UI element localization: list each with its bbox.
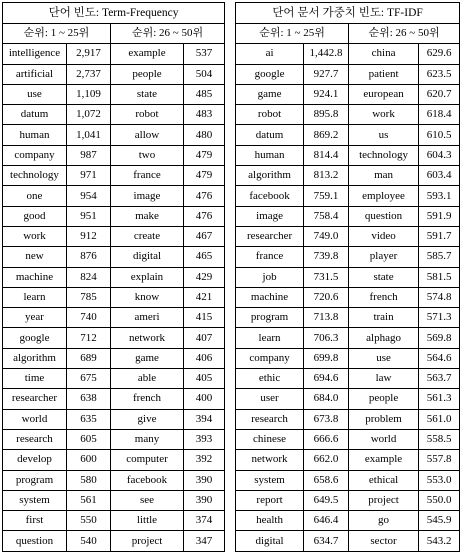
tf-term-cell: little	[111, 511, 184, 531]
tfidf-value-cell: 550.0	[419, 490, 460, 510]
tf-term-cell: new	[3, 247, 67, 267]
tfidf-left-header: 순위: 1 ~ 25위	[236, 24, 349, 44]
tfidf-value-cell: 720.6	[304, 287, 349, 307]
tfidf-term-cell: technology	[349, 145, 419, 165]
tf-term-cell: question	[3, 531, 67, 551]
tfidf-term-cell: france	[236, 247, 304, 267]
tfidf-term-cell: french	[349, 287, 419, 307]
tf-idf-title: 단어 문서 가중치 빈도: TF-IDF	[236, 3, 460, 24]
tfidf-value-cell: 758.4	[304, 206, 349, 226]
table-row	[3, 64, 225, 84]
tf-value-cell: 675	[67, 369, 111, 389]
table-row	[236, 409, 460, 429]
table-row	[236, 267, 460, 287]
tf-value-cell: 347	[184, 531, 225, 551]
tf-term-cell: example	[111, 44, 184, 64]
tf-term-cell: learn	[3, 287, 67, 307]
tf-term-cell: robot	[111, 105, 184, 125]
tf-value-cell: 561	[67, 490, 111, 510]
term-frequency-title: 단어 빈도: Term-Frequency	[3, 3, 225, 24]
tf-term-cell: explain	[111, 267, 184, 287]
tfidf-term-cell: problem	[349, 409, 419, 429]
tf-term-cell: work	[3, 226, 67, 246]
tfidf-value-cell: 553.0	[419, 470, 460, 490]
tf-term-cell: computer	[111, 450, 184, 470]
tf-term-cell: french	[111, 389, 184, 409]
table-row	[3, 206, 225, 226]
tf-value-cell: 987	[67, 145, 111, 165]
tf-value-cell: 407	[184, 328, 225, 348]
tfidf-value-cell: 694.6	[304, 369, 349, 389]
tf-term-cell: year	[3, 308, 67, 328]
table-row	[236, 389, 460, 409]
tf-term-cell: use	[3, 84, 67, 104]
tfidf-term-cell: company	[236, 348, 304, 368]
table-row	[3, 247, 225, 267]
tfidf-value-cell: 869.2	[304, 125, 349, 145]
tfidf-value-cell: 646.4	[304, 511, 349, 531]
tfidf-term-cell: patient	[349, 64, 419, 84]
tfidf-term-cell: china	[349, 44, 419, 64]
tf-term-cell: give	[111, 409, 184, 429]
tf-value-cell: 954	[67, 186, 111, 206]
tf-value-cell: 465	[184, 247, 225, 267]
table-row	[236, 226, 460, 246]
table-row	[236, 44, 460, 64]
table-row	[236, 206, 460, 226]
tfidf-value-cell: 585.7	[419, 247, 460, 267]
tf-value-cell: 2,917	[67, 44, 111, 64]
table-row	[3, 226, 225, 246]
tf-right-header: 순위: 26 ~ 50위	[111, 24, 225, 44]
tfidf-term-cell: researcher	[236, 226, 304, 246]
tfidf-term-cell: question	[349, 206, 419, 226]
tfidf-term-cell: human	[236, 145, 304, 165]
tfidf-term-cell: google	[236, 64, 304, 84]
tf-term-cell: first	[3, 511, 67, 531]
tfidf-term-cell: work	[349, 105, 419, 125]
table-row	[3, 166, 225, 186]
tf-value-cell: 540	[67, 531, 111, 551]
tfidf-term-cell: player	[349, 247, 419, 267]
table-row	[236, 64, 460, 84]
tf-term-cell: machine	[3, 267, 67, 287]
tfidf-value-cell: 623.5	[419, 64, 460, 84]
tf-term-cell: digital	[111, 247, 184, 267]
tf-value-cell: 2,737	[67, 64, 111, 84]
tfidf-value-cell: 581.5	[419, 267, 460, 287]
tf-term-cell: human	[3, 125, 67, 145]
tfidf-value-cell: 749.0	[304, 226, 349, 246]
table-row	[3, 145, 225, 165]
tfidf-term-cell: job	[236, 267, 304, 287]
tfidf-term-cell: ethical	[349, 470, 419, 490]
tfidf-value-cell: 620.7	[419, 84, 460, 104]
table-row	[3, 429, 225, 449]
tf-term-cell: company	[3, 145, 67, 165]
table-row	[236, 511, 460, 531]
tf-value-cell: 635	[67, 409, 111, 429]
tf-value-cell: 406	[184, 348, 225, 368]
tfidf-term-cell: program	[236, 308, 304, 328]
tf-value-cell: 400	[184, 389, 225, 409]
table-row	[236, 145, 460, 165]
tf-term-cell: program	[3, 470, 67, 490]
tfidf-value-cell: 814.4	[304, 145, 349, 165]
tfidf-term-cell: sector	[349, 531, 419, 551]
tfidf-value-cell: 895.8	[304, 105, 349, 125]
tf-value-cell: 740	[67, 308, 111, 328]
tf-term-cell: ameri	[111, 308, 184, 328]
tf-value-cell: 1,041	[67, 125, 111, 145]
tf-value-cell: 504	[184, 64, 225, 84]
tfidf-term-cell: learn	[236, 328, 304, 348]
tfidf-value-cell: 731.5	[304, 267, 349, 287]
table-row	[236, 308, 460, 328]
tfidf-term-cell: machine	[236, 287, 304, 307]
table-row	[3, 348, 225, 368]
tf-value-cell: 476	[184, 206, 225, 226]
tfidf-term-cell: alphago	[349, 328, 419, 348]
tfidf-term-cell: train	[349, 308, 419, 328]
tfidf-term-cell: law	[349, 369, 419, 389]
tf-term-cell: game	[111, 348, 184, 368]
table-row	[3, 308, 225, 328]
tf-value-cell: 712	[67, 328, 111, 348]
tfidf-value-cell: 924.1	[304, 84, 349, 104]
tf-term-cell: artificial	[3, 64, 67, 84]
tfidf-value-cell: 634.7	[304, 531, 349, 551]
tfidf-value-cell: 564.6	[419, 348, 460, 368]
tfidf-rows	[236, 44, 460, 551]
tf-term-cell: world	[3, 409, 67, 429]
tf-value-cell: 415	[184, 308, 225, 328]
table-row	[3, 105, 225, 125]
tfidf-value-cell: 591.7	[419, 226, 460, 246]
tfidf-value-cell: 713.8	[304, 308, 349, 328]
tfidf-value-cell: 569.8	[419, 328, 460, 348]
tfidf-term-cell: example	[349, 450, 419, 470]
tf-term-cell: state	[111, 84, 184, 104]
tf-value-cell: 483	[184, 105, 225, 125]
tfidf-value-cell: 571.3	[419, 308, 460, 328]
tf-value-cell: 824	[67, 267, 111, 287]
tfidf-term-cell: game	[236, 84, 304, 104]
tf-term-cell: know	[111, 287, 184, 307]
tfidf-value-cell: 629.6	[419, 44, 460, 64]
tfidf-term-cell: robot	[236, 105, 304, 125]
tf-value-cell: 393	[184, 429, 225, 449]
tf-term-cell: image	[111, 186, 184, 206]
tfidf-term-cell: system	[236, 470, 304, 490]
tfidf-term-cell: network	[236, 450, 304, 470]
tf-value-cell: 1,072	[67, 105, 111, 125]
table-row	[3, 84, 225, 104]
table-row	[236, 450, 460, 470]
table-row	[3, 186, 225, 206]
table-row	[3, 490, 225, 510]
table-row	[236, 369, 460, 389]
tf-term-cell: network	[111, 328, 184, 348]
tfidf-value-cell: 593.1	[419, 186, 460, 206]
table-row	[236, 328, 460, 348]
tfidf-term-cell: project	[349, 490, 419, 510]
table-row	[236, 531, 460, 551]
tfidf-value-cell: 561.3	[419, 389, 460, 409]
table-row	[236, 287, 460, 307]
tfidf-value-cell: 699.8	[304, 348, 349, 368]
table-row	[236, 429, 460, 449]
table-row	[236, 490, 460, 510]
tf-term-cell: make	[111, 206, 184, 226]
tfidf-value-cell: 666.6	[304, 429, 349, 449]
tf-term-cell: algorithm	[3, 348, 67, 368]
tf-value-cell: 394	[184, 409, 225, 429]
tfidf-term-cell: world	[349, 429, 419, 449]
table-row	[3, 409, 225, 429]
tfidf-value-cell: 658.6	[304, 470, 349, 490]
tfidf-term-cell: state	[349, 267, 419, 287]
tf-value-cell: 479	[184, 145, 225, 165]
tfidf-term-cell: european	[349, 84, 419, 104]
tf-value-cell: 476	[184, 186, 225, 206]
tfidf-value-cell: 561.0	[419, 409, 460, 429]
tfidf-term-cell: us	[349, 125, 419, 145]
tfidf-value-cell: 759.1	[304, 186, 349, 206]
tfidf-term-cell: man	[349, 166, 419, 186]
tf-term-cell: create	[111, 226, 184, 246]
tf-term-cell: researcher	[3, 389, 67, 409]
tfidf-term-cell: use	[349, 348, 419, 368]
tfidf-value-cell: 557.8	[419, 450, 460, 470]
tfidf-term-cell: research	[236, 409, 304, 429]
tfidf-term-cell: health	[236, 511, 304, 531]
tfidf-value-cell: 543.2	[419, 531, 460, 551]
tfidf-term-cell: ai	[236, 44, 304, 64]
tf-term-cell: able	[111, 369, 184, 389]
tfidf-term-cell: image	[236, 206, 304, 226]
table-row	[3, 125, 225, 145]
table-row	[236, 186, 460, 206]
table-row	[3, 267, 225, 287]
tf-term-cell: france	[111, 166, 184, 186]
tf-value-cell: 912	[67, 226, 111, 246]
tfidf-term-cell: algorithm	[236, 166, 304, 186]
tf-term-cell: time	[3, 369, 67, 389]
tfidf-value-cell: 662.0	[304, 450, 349, 470]
table-row	[236, 470, 460, 490]
tf-value-cell: 479	[184, 166, 225, 186]
tf-term-cell: system	[3, 490, 67, 510]
tf-value-cell: 1,109	[67, 84, 111, 104]
table-row	[3, 389, 225, 409]
tfidf-value-cell: 545.9	[419, 511, 460, 531]
tfidf-value-cell: 649.5	[304, 490, 349, 510]
table-row	[236, 348, 460, 368]
table-row	[3, 450, 225, 470]
table-row	[3, 531, 225, 551]
tf-value-cell: 405	[184, 369, 225, 389]
tf-value-cell: 392	[184, 450, 225, 470]
tf-value-cell: 951	[67, 206, 111, 226]
tfidf-value-cell: 574.8	[419, 287, 460, 307]
tfidf-value-cell: 558.5	[419, 429, 460, 449]
tf-value-cell: 785	[67, 287, 111, 307]
tf-term-cell: two	[111, 145, 184, 165]
table-row	[3, 470, 225, 490]
tfidf-value-cell: 673.8	[304, 409, 349, 429]
tf-rows	[3, 44, 225, 551]
tf-term-cell: people	[111, 64, 184, 84]
table-row	[3, 44, 225, 64]
tfidf-value-cell: 603.4	[419, 166, 460, 186]
tf-term-cell: technology	[3, 166, 67, 186]
tfidf-value-cell: 563.7	[419, 369, 460, 389]
table-row	[3, 328, 225, 348]
tfidf-term-cell: facebook	[236, 186, 304, 206]
tfidf-right-header: 순위: 26 ~ 50위	[349, 24, 460, 44]
tf-idf-table	[235, 2, 460, 552]
tf-value-cell: 480	[184, 125, 225, 145]
tf-term-cell: google	[3, 328, 67, 348]
tf-term-cell: facebook	[111, 470, 184, 490]
tf-term-cell: project	[111, 531, 184, 551]
tf-term-cell: allow	[111, 125, 184, 145]
tf-term-cell: see	[111, 490, 184, 510]
tfidf-value-cell: 610.5	[419, 125, 460, 145]
tf-term-cell: intelligence	[3, 44, 67, 64]
tfidf-term-cell: people	[349, 389, 419, 409]
tfidf-term-cell: user	[236, 389, 304, 409]
tf-term-cell: many	[111, 429, 184, 449]
tfidf-term-cell: chinese	[236, 429, 304, 449]
tfidf-term-cell: report	[236, 490, 304, 510]
tfidf-term-cell: ethic	[236, 369, 304, 389]
table-row	[236, 247, 460, 267]
tfidf-term-cell: datum	[236, 125, 304, 145]
tf-value-cell: 550	[67, 511, 111, 531]
tf-value-cell: 689	[67, 348, 111, 368]
tfidf-value-cell: 813.2	[304, 166, 349, 186]
tf-value-cell: 605	[67, 429, 111, 449]
table-row	[236, 105, 460, 125]
tf-value-cell: 421	[184, 287, 225, 307]
tf-value-cell: 971	[67, 166, 111, 186]
table-row	[3, 287, 225, 307]
table-row	[3, 369, 225, 389]
table-row	[3, 511, 225, 531]
table-row	[236, 84, 460, 104]
tf-term-cell: develop	[3, 450, 67, 470]
tf-value-cell: 600	[67, 450, 111, 470]
tf-value-cell: 429	[184, 267, 225, 287]
tables-container	[2, 2, 460, 552]
tf-term-cell: research	[3, 429, 67, 449]
tfidf-value-cell: 684.0	[304, 389, 349, 409]
tf-value-cell: 485	[184, 84, 225, 104]
tf-value-cell: 390	[184, 470, 225, 490]
tf-value-cell: 876	[67, 247, 111, 267]
tf-term-cell: datum	[3, 105, 67, 125]
table-row	[236, 125, 460, 145]
tfidf-term-cell: digital	[236, 531, 304, 551]
tf-value-cell: 467	[184, 226, 225, 246]
tfidf-value-cell: 618.4	[419, 105, 460, 125]
tfidf-value-cell: 706.3	[304, 328, 349, 348]
tfidf-value-cell: 1,442.8	[304, 44, 349, 64]
tf-value-cell: 374	[184, 511, 225, 531]
tf-value-cell: 537	[184, 44, 225, 64]
tfidf-value-cell: 591.9	[419, 206, 460, 226]
tfidf-value-cell: 927.7	[304, 64, 349, 84]
table-row	[236, 166, 460, 186]
tf-value-cell: 580	[67, 470, 111, 490]
tf-value-cell: 390	[184, 490, 225, 510]
tf-left-header: 순위: 1 ~ 25위	[3, 24, 111, 44]
tfidf-value-cell: 604.3	[419, 145, 460, 165]
tfidf-value-cell: 739.8	[304, 247, 349, 267]
term-frequency-table	[2, 2, 225, 552]
tf-term-cell: one	[3, 186, 67, 206]
tfidf-term-cell: go	[349, 511, 419, 531]
tfidf-term-cell: employee	[349, 186, 419, 206]
tfidf-term-cell: video	[349, 226, 419, 246]
tf-term-cell: good	[3, 206, 67, 226]
tf-value-cell: 638	[67, 389, 111, 409]
